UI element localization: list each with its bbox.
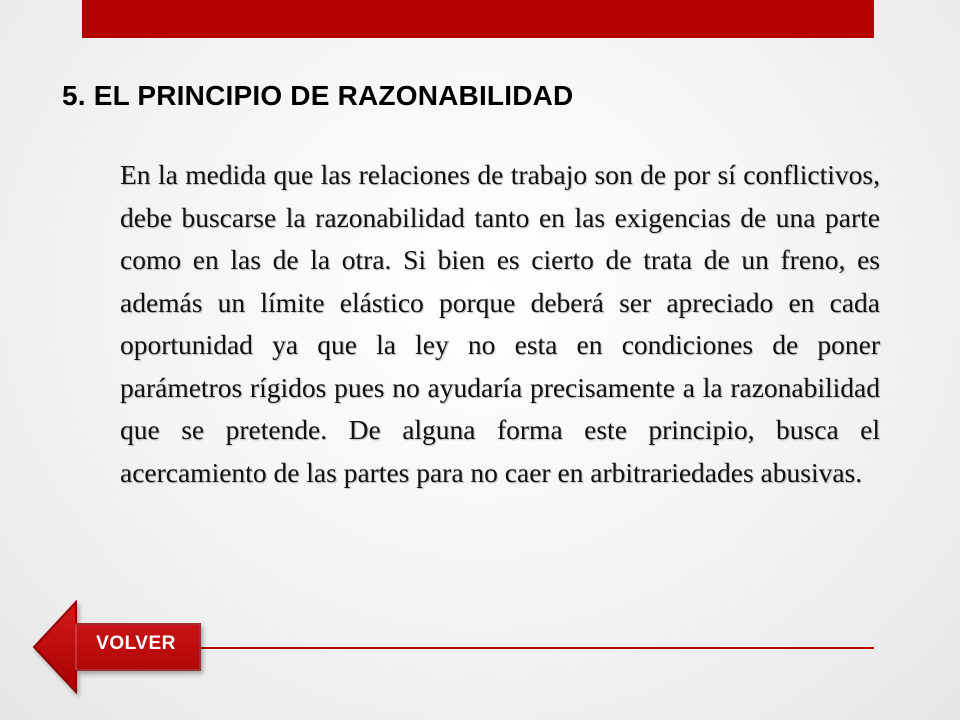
slide-body-text: En la medida que las relaciones de trabajo son de por sí conflictivos, debe buscarse la razonabilidad tanto en las exigencias de una parte como en las de la otra. Si bien es cierto de trata de un freno, es además un límite elástico porque deberá ser apreciado en cada oportunidad ya que la ley no esta en condiciones de poner parámetros rígidos pues no ayudaría precisamente a la razonabilidad que se pretende. De alguna forma este principio, busca el acercamiento de las partes para no caer en arbitrariedades abusivas. <box>120 159 880 488</box>
bottom-divider-line <box>200 647 874 649</box>
top-accent-bar <box>82 0 874 38</box>
volver-button[interactable] <box>32 600 202 694</box>
volver-label: VOLVER <box>96 633 176 654</box>
slide-title: 5. EL PRINCIPIO DE RAZONABILIDAD <box>62 80 574 111</box>
